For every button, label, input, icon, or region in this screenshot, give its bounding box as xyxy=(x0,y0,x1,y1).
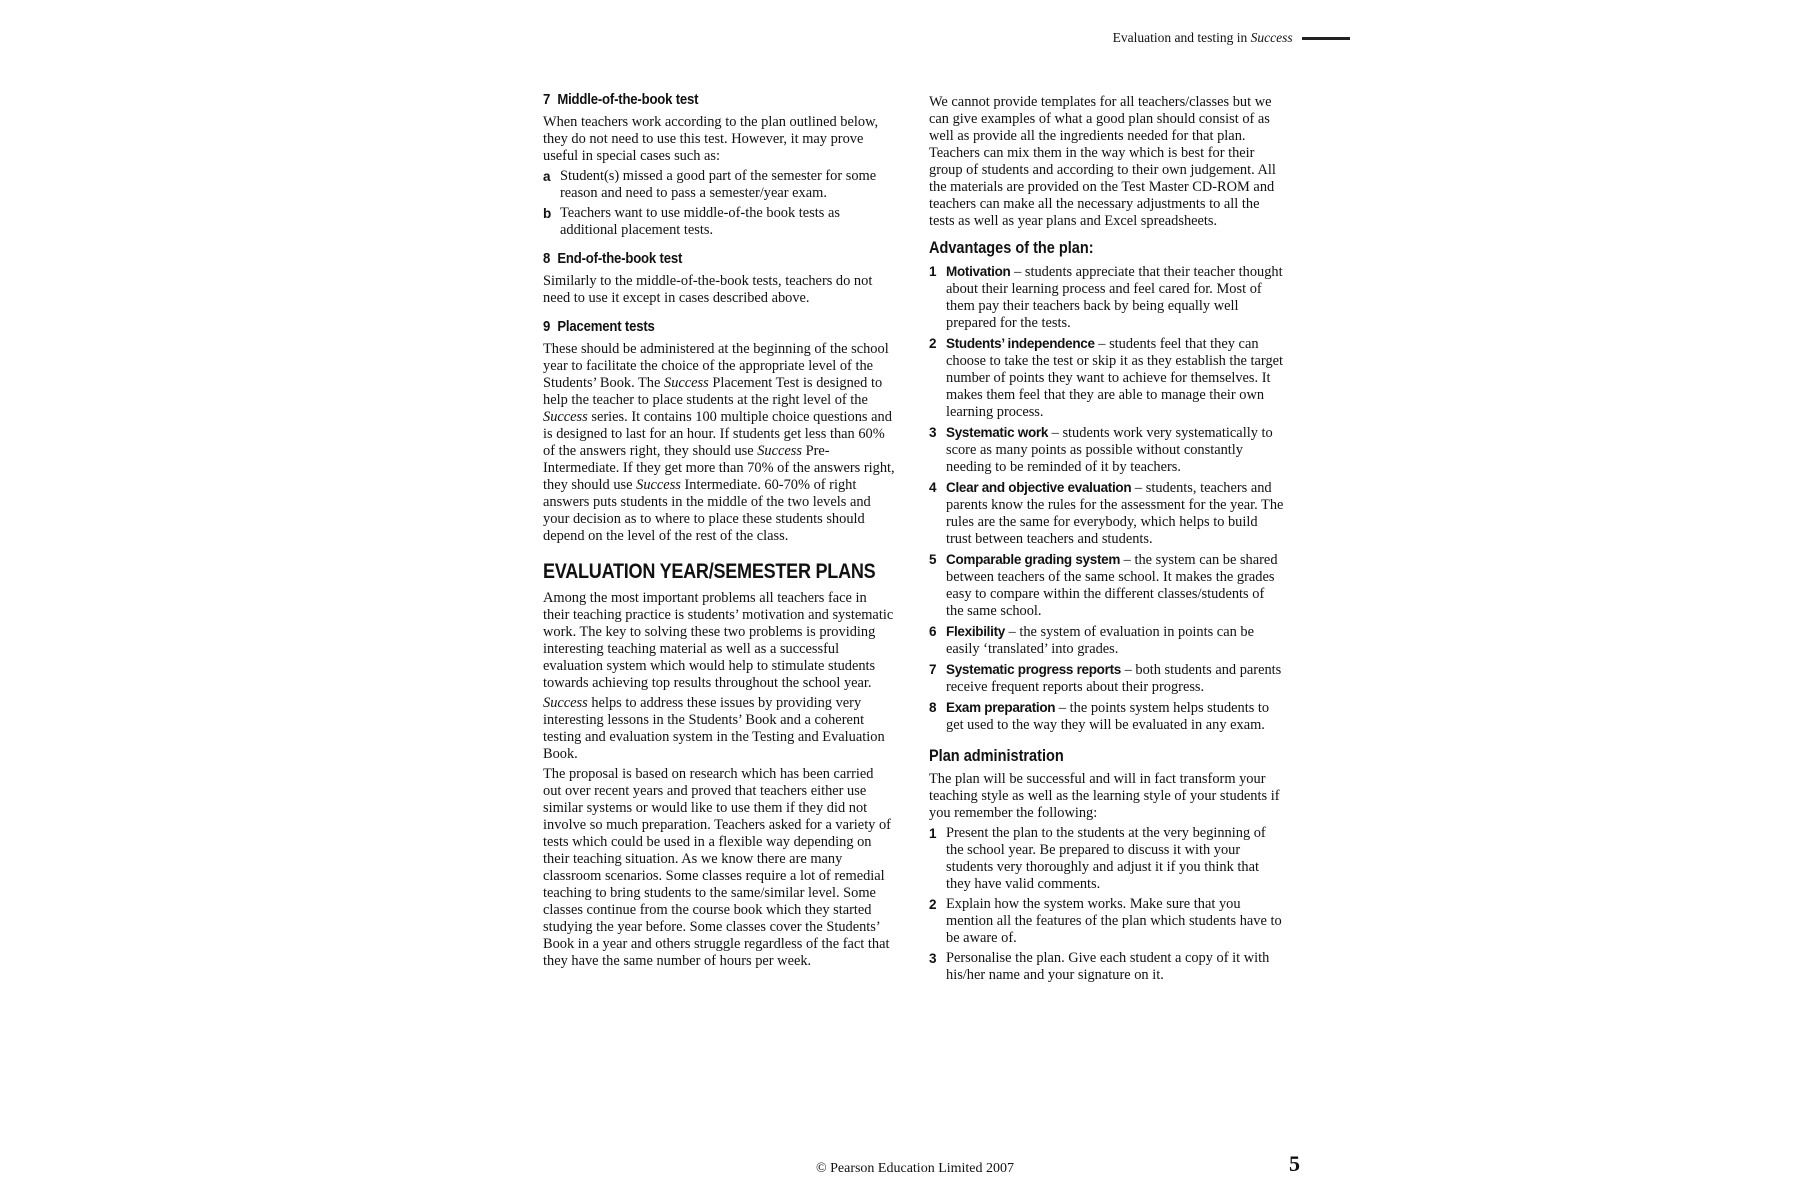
admin-heading: Plan administration xyxy=(929,747,1064,765)
list-item: 1 Motivation – students appreciate that their teacher thought about their learning process and feel cared for. Most of them pay their teachers back by being equally well prepared for the tests. xyxy=(929,264,1283,331)
plans-paragraph-1: Among the most important problems all teachers face in their teaching practice is students’ motivation and systematic work. The key to solving these two problems is providing interesting teaching material as well as a successful evaluation system which would help to stimulate students towards achieving top results throughout the school year. xyxy=(543,590,894,691)
section-9-text: These should be administered at the beginning of the school year to facilitate the choice of the appropriate level of the Students’ Book. The Success Placement Test is designed to help the teacher to place students at the right level of the Success series. It contains 100 multiple choice questions and is designed to last for an hour. If students get less than 60% of the answers right, they should use Success Pre-Intermediate. If they get more than 70% of the answers right, they should use Success Intermediate. 60-70% of right answers puts students in the middle of the two levels and your decision as to where to place these students should depend on the level of the rest of the class. xyxy=(543,341,895,544)
list-item: 2 Explain how the system works. Make sure that you mention all the features of the plan which students have to be aware of. xyxy=(929,896,1282,946)
list-item: 5 Comparable grading system – the system can be shared between teachers of the same school. It makes the grades easy to compare within the different classes/students of the same school. xyxy=(929,552,1278,619)
section-7-heading: 7 Middle-of-the-book test xyxy=(543,92,699,108)
section-7-list xyxy=(543,168,895,239)
list-item: 1 Present the plan to the students at the very beginning of the school year. Be prepared to discuss it with your students very thoroughly and adjust it if you think that they have valid comments. xyxy=(929,825,1266,892)
section-8-heading: 8 End-of-the-book test xyxy=(543,251,683,267)
advantages-heading: Advantages of the plan: xyxy=(929,239,1094,257)
section-9-heading: 9 Placement tests xyxy=(543,319,655,335)
list-item: 2 Students’ independence – students feel that they can choose to take the test or skip it as they establish the target number of points they want to achieve for themselves. It makes them feel that they are able to manage their own learning process. xyxy=(929,336,1284,420)
footer-copyright: © Pearson Education Limited 2007 xyxy=(815,1161,1015,1176)
advantages-list xyxy=(929,263,1285,734)
page-number: 5 xyxy=(1289,1151,1300,1176)
list-item: 4 Clear and objective evaluation – students, teachers and parents know the rules for the assessment for the year. The rules are the same for everybody, which helps to build trust between teachers and students. xyxy=(929,480,1284,547)
section-8-text: Similarly to the middle-of-the-book tests, teachers do not need to use it except in cases described above. xyxy=(543,273,873,306)
admin-list xyxy=(929,825,1285,984)
left-column xyxy=(543,92,895,973)
header-italic: Success xyxy=(1250,30,1293,45)
list-item: 3 Systematic work – students work very systematically to score as many points as possible without constantly needing to be reminded of it by teachers. xyxy=(929,425,1273,475)
list-item: 3 Personalise the plan. Give each student a copy of it with his/her name and your signature on it. xyxy=(929,950,1270,983)
plans-paragraph-3: The proposal is based on research which has been carried out over recent years and proved that teachers either use similar systems or would like to use them if they did not involve so much preparation. Teachers asked for a variety of tests which could be used in a flexible way depending on their teaching situation. As we know there are many classroom scenarios. Some classes require a lot of remedial teaching to bring students to the same/similar level. Some classes continue from the course book which they started studying the year before. Some classes cover the Students’ Book in a year and others struggle regardless of the fact that they have the same number of hours per week. xyxy=(543,766,891,969)
plans-heading: EVALUATION YEAR/SEMESTER PLANS xyxy=(543,560,876,583)
list-item: 6 Flexibility – the system of evaluation in points can be easily ‘translated’ into grades. xyxy=(929,624,1254,657)
section-7-intro: When teachers work according to the plan outlined below, they do not need to use this test. However, it may prove useful in special cases such as: xyxy=(543,114,879,164)
list-item: b Teachers want to use middle-of-the book tests as additional placement tests. xyxy=(543,205,840,238)
admin-intro: The plan will be successful and will in fact transform your teaching style as well as the learning style of your students if you remember the following: xyxy=(929,771,1280,821)
list-item: a Student(s) missed a good part of the semester for some reason and need to pass a semester/year exam. xyxy=(543,168,877,201)
list-item: 7 Systematic progress reports – both students and parents receive frequent reports about their progress. xyxy=(929,662,1282,695)
right-column xyxy=(929,94,1285,987)
running-header xyxy=(1085,30,1350,46)
header-rule xyxy=(1302,37,1350,40)
header-text: Evaluation and testing in xyxy=(1112,30,1248,45)
plans-paragraph-2: Success helps to address these issues by providing very interesting lessons in the Students’ Book and a coherent testing and evaluation system in the Testing and Evaluation Book. xyxy=(543,695,885,762)
list-item: 8 Exam preparation – the points system helps students to get used to the way they will be evaluated in any exam. xyxy=(929,700,1270,733)
right-intro: We cannot provide templates for all teachers/classes but we can give examples of what a good plan should consist of as well as provide all the ingredients needed for that plan. Teachers can mix them in the way which is best for their group of students and according to their own judgement. All the materials are provided on the Test Master CD-ROM and teachers can make all the necessary adjustments to all the tests as well as year plans and Excel spreadsheets. xyxy=(929,94,1276,229)
